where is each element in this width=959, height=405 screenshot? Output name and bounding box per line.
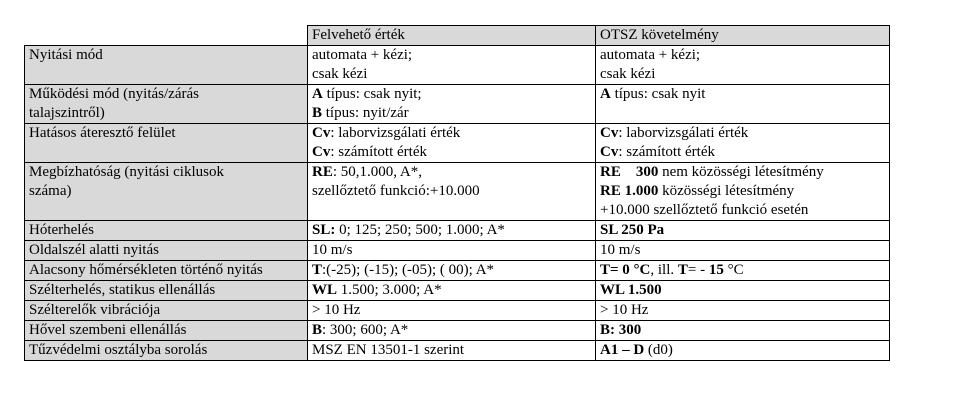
cell-line (600, 65, 885, 84)
bold-text: A1 – D (600, 342, 645, 358)
bold-text: A (312, 86, 323, 102)
cell-text: , ill. (650, 262, 678, 278)
cell-text: közösségi létesítmény (658, 183, 795, 199)
cell-line (600, 301, 885, 320)
bold-text: SL 250 Pa (600, 222, 665, 238)
row-label (25, 163, 308, 221)
row-label-line: Működési mód (nyitás/zárás (29, 86, 199, 102)
table-row (25, 124, 890, 163)
cell-text: : 50,1.000, A*, (332, 164, 423, 180)
cell-line (312, 261, 591, 280)
row-label-line: Hóterhelés (29, 222, 94, 238)
cell-line (600, 143, 885, 162)
bold-text: B (312, 105, 323, 121)
cell-line (600, 85, 885, 104)
cell-line (312, 124, 591, 143)
header-row (25, 26, 890, 46)
cell-text: 1.500; 3.000; A* (337, 282, 442, 298)
cell-line (600, 341, 885, 360)
cell-line (312, 163, 591, 182)
table-row (25, 321, 890, 341)
bold-text: Cv (600, 125, 619, 141)
requirements-table (24, 25, 890, 361)
row-label (25, 261, 308, 281)
value-cell (308, 301, 596, 321)
header-blank-cell (25, 26, 308, 46)
row-label-line: Megbízhatóság (nyitási ciklusok (29, 164, 224, 180)
requirement-cell (596, 261, 890, 281)
cell-line (600, 163, 885, 182)
bold-text: T= 0 °C (600, 262, 651, 278)
cell-line (312, 104, 591, 123)
cell-text: típus: csak nyit (610, 86, 706, 102)
row-label-line: Alacsony hőmérsékleten történő nyitás (29, 262, 263, 278)
bold-text: RE 1.000 (600, 183, 659, 199)
value-cell (308, 85, 596, 124)
requirement-cell (596, 46, 890, 85)
row-label-line: Szélterelők vibrációja (29, 302, 161, 318)
bold-text: T (677, 262, 688, 278)
cell-text: : laborvizsgálati érték (330, 125, 461, 141)
cell-text: nem közösségi létesítmény (658, 164, 824, 180)
cell-line (600, 46, 885, 65)
cell-text: automata + kézi; (312, 47, 413, 63)
cell-line (312, 221, 591, 240)
cell-text: > 10 Hz (312, 302, 361, 318)
table-row (25, 46, 890, 85)
cell-text: típus: csak nyit; (322, 86, 422, 102)
requirement-cell (596, 341, 890, 361)
row-label-line: Nyitási mód (29, 47, 103, 63)
table-row (25, 301, 890, 321)
bold-text: Cv (600, 144, 619, 160)
row-label-line: Hővel szembeni ellenállás (29, 322, 187, 338)
bold-text: RE 300 (600, 164, 659, 180)
cell-line (312, 321, 591, 340)
cell-line (312, 281, 591, 300)
bold-text: Cv (312, 125, 331, 141)
table-row (25, 163, 890, 221)
cell-line (600, 241, 885, 260)
cell-text: 10 m/s (312, 242, 353, 258)
requirement-cell (596, 124, 890, 163)
requirement-cell (596, 163, 890, 221)
value-cell (308, 281, 596, 301)
value-cell (308, 241, 596, 261)
bold-text: SL: (312, 222, 336, 238)
cell-text: csak kézi (312, 66, 368, 82)
bold-text: A (600, 86, 611, 102)
cell-text: : számított érték (330, 144, 427, 160)
table-row (25, 281, 890, 301)
row-label-line: talajszintről) (29, 105, 105, 121)
cell-text: : 300; 600; A* (322, 322, 409, 338)
bold-text: B (312, 322, 323, 338)
row-label (25, 46, 308, 85)
cell-text: = - (687, 262, 709, 278)
cell-text: (d0) (644, 342, 673, 358)
row-label-line: száma) (29, 183, 72, 199)
value-cell (308, 221, 596, 241)
row-label-line: Oldalszél alatti nyitás (29, 242, 159, 258)
cell-line (600, 261, 885, 280)
row-label (25, 85, 308, 124)
row-label (25, 321, 308, 341)
bold-text: WL (312, 282, 338, 298)
bold-text: B: 300 (600, 322, 642, 338)
cell-text: :(-25); (-15); (-05); ( 00); A* (322, 262, 495, 278)
table-row (25, 85, 890, 124)
requirement-cell (596, 321, 890, 341)
requirement-cell (596, 221, 890, 241)
cell-text: +10.000 szellőztető funkció esetén (600, 202, 809, 218)
cell-line (312, 143, 591, 162)
table-row (25, 221, 890, 241)
cell-line (600, 124, 885, 143)
cell-line (312, 301, 591, 320)
value-cell (308, 341, 596, 361)
cell-line (600, 321, 885, 340)
cell-line (600, 201, 885, 220)
value-cell (308, 321, 596, 341)
bold-text: T (312, 262, 323, 278)
row-label (25, 124, 308, 163)
header-col2: OTSZ követelmény (596, 26, 890, 46)
cell-line (312, 341, 591, 360)
cell-text: > 10 Hz (600, 302, 649, 318)
table-row (25, 261, 890, 281)
bold-text: RE (312, 164, 333, 180)
cell-line (600, 182, 885, 201)
value-cell (308, 261, 596, 281)
cell-text: csak kézi (600, 66, 656, 82)
cell-text: szellőztető funkció:+10.000 (312, 183, 480, 199)
cell-text: : számított érték (618, 144, 715, 160)
row-label-line: Szélterhelés, statikus ellenállás (29, 282, 216, 298)
bold-text: Cv (312, 144, 331, 160)
cell-text: MSZ EN 13501-1 szerint (312, 342, 465, 358)
table-row (25, 341, 890, 361)
cell-line (600, 221, 885, 240)
table-row (25, 241, 890, 261)
cell-line (312, 182, 591, 201)
row-label-line: Hatásos áteresztő felület (29, 125, 176, 141)
value-cell (308, 124, 596, 163)
cell-text: automata + kézi; (600, 47, 701, 63)
cell-line (312, 85, 591, 104)
cell-text: 10 m/s (600, 242, 641, 258)
requirement-cell (596, 241, 890, 261)
cell-line (312, 46, 591, 65)
cell-text: °C (723, 262, 744, 278)
row-label (25, 241, 308, 261)
value-cell (308, 163, 596, 221)
requirement-cell (596, 85, 890, 124)
row-label (25, 221, 308, 241)
row-label (25, 301, 308, 321)
cell-line (312, 65, 591, 84)
cell-text: : laborvizsgálati érték (618, 125, 749, 141)
cell-text: 0; 125; 250; 500; 1.000; A* (335, 222, 505, 238)
row-label (25, 281, 308, 301)
requirement-cell (596, 301, 890, 321)
cell-line (600, 281, 885, 300)
bold-text: WL 1.500 (600, 282, 662, 298)
row-label-line: Tűzvédelmi osztályba sorolás (29, 342, 208, 358)
value-cell (308, 46, 596, 85)
cell-text: típus: nyit/zár (322, 105, 409, 121)
bold-text: 15 (708, 262, 724, 278)
row-label (25, 341, 308, 361)
header-col1: Felvehető érték (308, 26, 596, 46)
cell-line (312, 241, 591, 260)
requirement-cell (596, 281, 890, 301)
